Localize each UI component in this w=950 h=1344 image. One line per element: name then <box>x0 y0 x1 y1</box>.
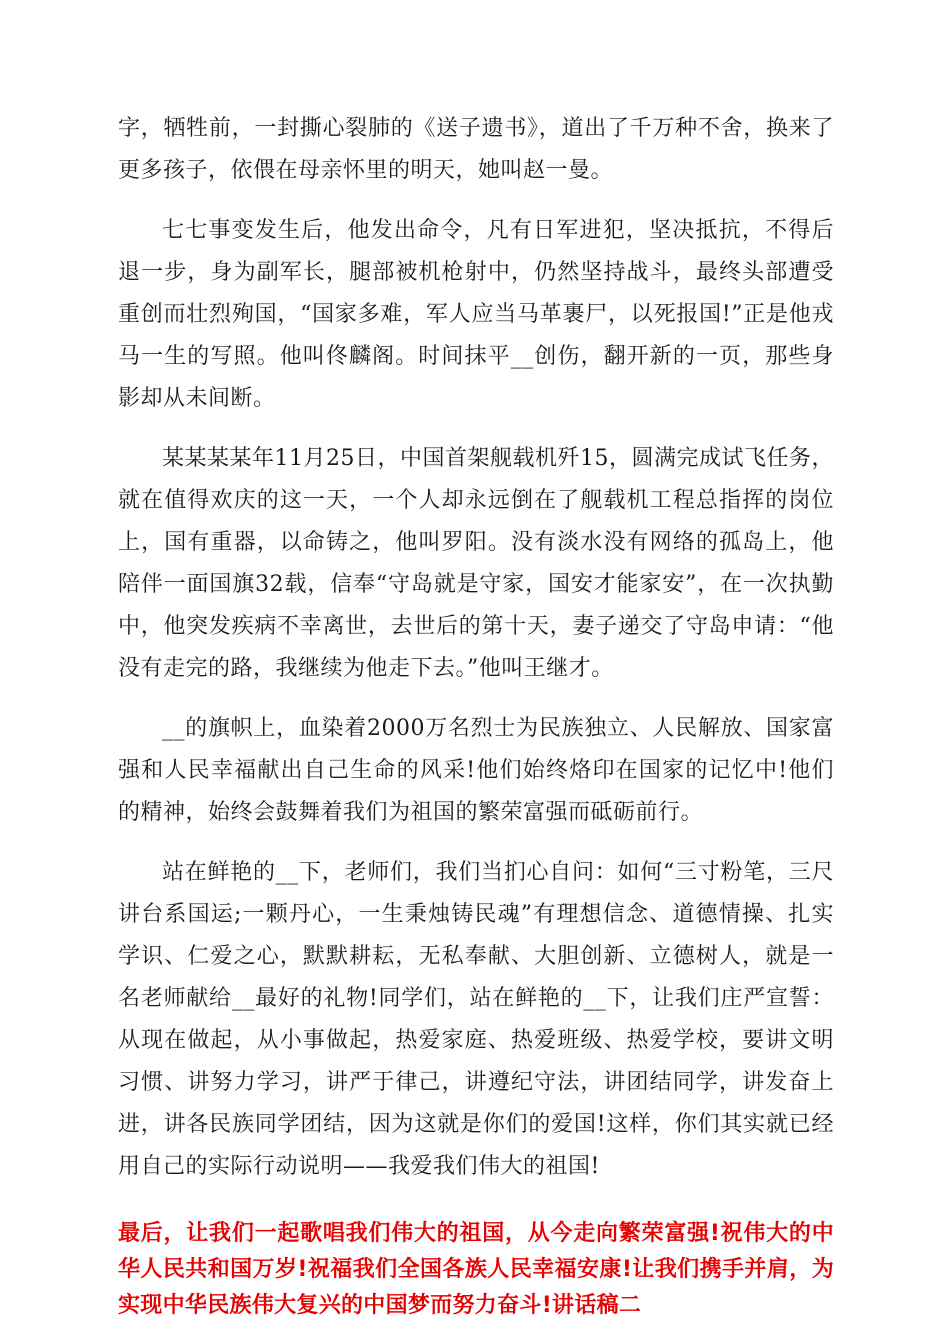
paragraph-luo-yang-wang-jicai: 某某某某年11月25日，中国首架舰载机歼15，圆满完成试飞任务，就在值得欢庆的这一天，一个人却永远倒在了舰载机工程总指挥的岗位上，国有重器，以命铸之，他叫罗阳。没有淡水没有网络的孤岛上，他陪伴一面国旗32载，信奉“守岛就是守家，国安才能家安”，在一次执勤中，他突发疾病不幸离世，去世后的第十天，妻子递交了守岛申请：“他没有走完的路，我继续为他走下去。”他叫王继才。 <box>118 446 834 681</box>
paragraph-gap <box>118 690 834 708</box>
document-body <box>118 108 834 1324</box>
paragraph-teachers-students: 站在鲜艳的__下，老师们，我们当扪心自问：如何“三寸粉笔，三尺讲台系国运;一颗丹心，一生秉烛铸民魂”有理想信念、道德情操、扎实学识、仁爱之心，默默耕耘，无私奉献、大胆创新、立德树人，就是一名老师献给__最好的礼物!同学们，站在鲜艳的__下，让我们庄严宣誓：从现在做起，从小事做起，热爱家庭、热爱班级、热爱学校，要讲文明习惯、讲努力学习，讲严于律己，讲遵纪守法，讲团结同学，讲发奋上进，讲各民族同学团结，因为这就是你们的爱国!这样，你们其实就已经用自己的实际行动说明——我爱我们伟大的祖国! <box>118 860 834 1179</box>
closing-statement: 最后，让我们一起歌唱我们伟大的祖国，从今走向繁荣富强!祝伟大的中华人民共和国万岁!祝福我们全国各族人民幸福安康!让我们携手并肩，为实现中华民族伟大复兴的中国梦而努力奋斗!讲话稿二 <box>118 1221 834 1318</box>
paragraph-gap <box>118 834 834 852</box>
paragraph-tong-linge: 七七事变发生后，他发出命令，凡有日军进犯，坚决抵抗，不得后退一步，身为副军长，腿部被机枪射中，仍然坚持战斗，最终头部遭受重创而壮烈殉国，“国家多难，军人应当马革裹尸，以死报国!”正是他戎马一生的写照。他叫佟麟阁。时间抹平__创伤，翻开新的一页，那些身影却从未间断。 <box>118 218 834 411</box>
paragraph-gap <box>118 192 834 210</box>
paragraph-martyrs: __的旗帜上，血染着2000万名烈士为民族独立、人民解放、国家富强和人民幸福献出自己生命的风采!他们始终烙印在国家的记忆中!他们的精神，始终会鼓舞着我们为祖国的繁荣富强而砥砺前行。 <box>118 716 834 825</box>
paragraph-zhao-yiman: 字，牺牲前，一封撕心裂肺的《送子遗书》，道出了千万种不舍，换来了更多孩子，依偎在母亲怀里的明天，她叫赵一曼。 <box>118 116 834 183</box>
paragraph-gap <box>118 420 834 438</box>
